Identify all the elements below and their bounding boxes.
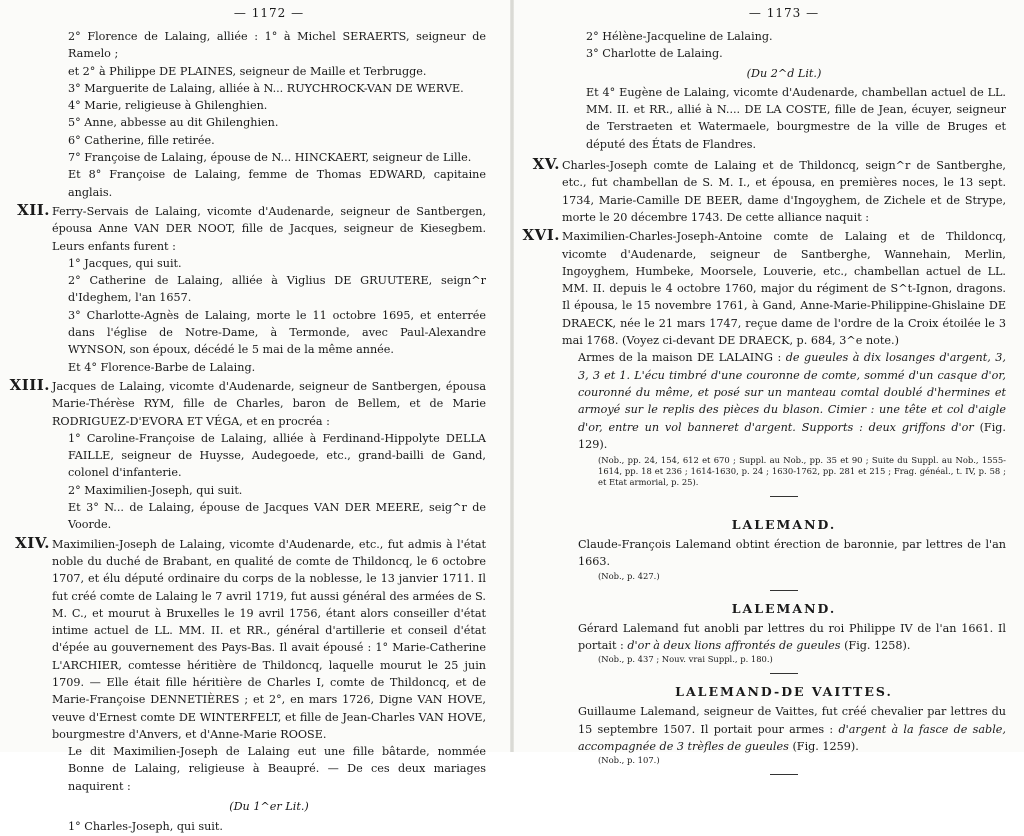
intro-line-8: Et 8° Françoise de Lalaing, femme de Thomas EDWARD, capitaine anglais. <box>68 168 486 199</box>
right-page-number: — 1173 — <box>748 6 820 20</box>
intro-line-1: 2° Florence de Lalaing, alliée : 1° à Michel SERAERTS, seigneur de Ramelo ; <box>68 30 486 61</box>
child-line: 2° Maximilien-Joseph, qui suit. <box>68 483 243 497</box>
entry-fig: (Fig. 1259). <box>792 739 859 753</box>
intro-line-7: 7° Françoise de Lalaing, épouse de N... HINCKAERT, seigneur de Lille. <box>68 151 472 165</box>
generation-text: Jacques de Lalaing, vicomte d'Audenarde, seigneur de Santbergen, épousa Marie-Thérèse RYM, fille de Charles, baron de Bellem, et de Marie RODRIGUEZ-D'EVORA ET VÉGA, et en procréa : <box>52 379 486 428</box>
entry-fig: (Fig. 1258). <box>844 639 911 653</box>
entry-blazon: d'or à deux lions affrontés de gueules <box>627 639 841 653</box>
arms-paragraph <box>562 349 1006 453</box>
entry-title: LALEMAND. <box>731 517 837 533</box>
entry-reference: (Nob., p. 437 ; Nouv. vrai Suppl., p. 180.) <box>598 654 773 665</box>
child-line: 1° Jacques, qui suit. <box>68 256 182 270</box>
arms-fig: (Fig. 129). <box>578 420 1006 451</box>
generation-numeral: XVI. <box>522 226 560 245</box>
child-line: Et 4° Florence-Barbe de Lalaing. <box>68 360 256 374</box>
child-line: 1° Caroline-Françoise de Lalaing, alliée à Ferdinand-Hippolyte DELLA FAILLE, seigneur de Huysse, Audegoede, etc., grand-bailli de Gand, colonel d'infanterie. <box>68 431 486 480</box>
entry-title: LALEMAND. <box>731 600 837 616</box>
generation-xiii <box>9 375 486 430</box>
right-page <box>512 0 1024 766</box>
child-line: 1° Charles-Joseph, qui suit. <box>68 820 223 834</box>
entry-text <box>562 703 1006 755</box>
entry-blazon: d'argent à la fasce de sable, accompagnée de 3 trèfles de gueules <box>578 722 1006 753</box>
lit-heading: (Du 2^d Lit.) <box>746 66 822 80</box>
entry-lalemand-1 <box>562 517 1006 591</box>
entry-reference: (Nob., p. 427.) <box>598 570 660 581</box>
child-line: 2° Catherine de Lalaing, alliée à Viglius DE GRUUTERE, seign^r d'Ideghem, l'an 1657. <box>68 274 486 305</box>
entry-lalemand-2 <box>562 601 1006 675</box>
generation-text: Charles-Joseph comte de Lalaing et de Thildoncq, seign^r de Santberghe, etc., fut chambellan de S. M. I., et épousa, en premières noces, le 13 sept. 1734, Marie-Camille DE BEER, dame d'Ingoyghem, de Zichele et de Strype, morte le 20 décembre 1743. De cette alliance naquit : <box>562 159 1006 224</box>
divider <box>770 496 798 497</box>
intro-line-2: et 2° à Philippe DE PLAINES, seigneur de Maille et Terbrugge. <box>68 64 427 78</box>
entry-text-main: Guillaume Lalemand, seigneur de Vaittes, fut créé chevalier par lettres du 15 septembre 1507. Il portait pour armes : <box>578 705 1006 736</box>
eugene-paragraph: Et 4° Eugène de Lalaing, vicomte d'Audenarde, chambellan actuel de LL. MM. II. et RR., allié à N.... DE LA COSTE, fille de Jean, écuyer, seigneur de Terstraeten et Watermaele, bourgmestre de la ville de Bruges et député des États de Flandres. <box>586 85 1006 151</box>
intro-line-1: 2° Hélène-Jacqueline de Lalaing. <box>586 30 773 43</box>
generation-numeral: XII. <box>17 200 50 219</box>
intro-line-4: 4° Marie, religieuse à Ghilenghien. <box>68 99 268 113</box>
left-page-number: — 1172 — <box>233 6 305 20</box>
arms-blazon: de gueules à dix losanges d'argent, 3, 3, 3 et 1. L'écu timbré d'une couronne de comte, sommé d'un casque d'or, couronné du même, et posé sur un manteau comtal doublé d'hermines et armoyé sur le replis des pièces du blason. Cimier : une tête et col d'aigle d'or, entre un vol banneret d'argent. Supports : deux griffons d'or <box>578 351 1006 434</box>
intro-line-6: 6° Catherine, fille retirée. <box>68 133 215 147</box>
arms-reference: (Nob., pp. 24, 154, 612 et 670 ; Suppl. au Nob., pp. 35 et 90 ; Suite du Suppl. au Nob., 1555-1614, pp. 18 et 236 ; 1614-1630, p. 24 ; 1630-1762, pp. 281 et 215 ; Frag. généal., t. IV, p. 58 ; et Etat armorial, p. 25). <box>598 455 1006 488</box>
divider <box>770 590 798 591</box>
entry-text <box>562 620 1006 655</box>
bastard-note: Le dit Maximilien-Joseph de Lalaing eut une fille bâtarde, nommée Bonne de Lalaing, religieuse à Beaupré. — De ces deux mariages naquirent : <box>68 745 486 793</box>
divider <box>770 774 798 775</box>
lit-heading: (Du 1^er Lit.) <box>229 800 309 814</box>
intro-line-2: 3° Charlotte de Lalaing. <box>586 47 723 61</box>
entry-reference: (Nob., p. 107.) <box>598 755 660 766</box>
intro-line-3: 3° Marguerite de Lalaing, alliée à N... RUYCHROCK-VAN DE WERVE. <box>68 81 464 95</box>
generation-text: Maximilien-Joseph de Lalaing, vicomte d'Audenarde, etc., fut admis à l'état noble du duché de Brabant, en qualité de comte de Thildoncq, le 6 octobre 1707, et élu député ordinaire du corps de la noblesse, le 13 janvier 1711. Il fut créé comte de Lalaing le 7 avril 1719, fut aussi général des armées de S. M. C., et mourut à Bruxelles le 19 avril 1756, étant alors conseiller d'état intime actuel de LL. MM. II. et RR., général d'artillerie et conseil d'état d'épée au gouvernement des Pays-Bas. Il avait épousé : 1° Marie-Catherine L'ARCHIER, comtesse héritière de Thildoncq, laquelle mourut le 25 juin 1709. — Elle était fille héritière de Charles I, comte de Thildoncq, et de Marie-Françoise DENNETIÈRES ; et 2°, en mars 1726, Digne VAN HOVE, veuve d'Ernest comte DE WINTERFELT, et fille de Jean-Charles VAN HOVE, bourgmestre d'Anvers, et d'Anne-Marie ROOSE. <box>52 537 486 741</box>
generation-text: Ferry-Servais de Lalaing, vicomte d'Audenarde, seigneur de Santbergen, épousa Anne VAN DER NOOT, fille de Jacques, seigneur de Kiesegbem. Leurs enfants furent : <box>52 204 486 253</box>
generation-xii <box>17 200 486 255</box>
generation-text: Maximilien-Charles-Joseph-Antoine comte de Lalaing et de Thildoncq, vicomte d'Audenarde, seigneur de Santberghe, Wannehain, Merlin, Ingoyghem, Humbeke, Moorsele, Louverie, etc., chambellan actuel de LL. MM. II. depuis le 4 octobre 1760, major du régiment de S^t-Ignon, dragons. Il épousa, le 15 novembre 1761, à Gand, Anne-Marie-Philippine-Ghislaine DE DRAECK, née le 21 mars 1747, reçue dame de l'ordre de la Croix étoilée le 3 mai 1768. (Voyez ci-devant DE DRAECK, p. 684, 3^e note.) <box>562 230 1006 348</box>
entry-text-main: Gérard Lalemand fut anobli par lettres du roi Philippe IV de l'an 1661. Il portait : <box>578 621 1006 653</box>
generation-xv <box>532 155 1006 226</box>
child-line: 3° Charlotte-Agnès de Lalaing, morte le 11 octobre 1695, et enterrée dans l'église de Notre-Dame, à Termonde, avec Paul-Alexandre WYNSON, son époux, décédé le 5 mai de la même année. <box>68 308 486 357</box>
generation-numeral: XIII. <box>9 375 50 394</box>
entry-title: LALEMAND-DE VAITTES. <box>675 684 893 700</box>
generation-xiv <box>15 533 486 744</box>
divider <box>770 673 798 674</box>
child-line: Et 3° N... de Lalaing, épouse de Jacques VAN DER MEERE, seig^r de Voorde. <box>68 501 486 532</box>
entry-text: Claude-François Lalemand obtint érection de baronnie, par lettres de l'an 1663. <box>578 538 1006 569</box>
generation-numeral: XIV. <box>15 533 50 552</box>
arms-lead: Armes de la maison DE LALAING : <box>578 351 782 365</box>
generation-xvi <box>522 226 1006 349</box>
intro-line-5: 5° Anne, abbesse au dit Ghilenghien. <box>68 116 279 130</box>
left-page <box>0 0 512 834</box>
entry-lalemand-de-vaittes <box>562 684 1006 775</box>
generation-numeral: XV. <box>532 155 560 174</box>
